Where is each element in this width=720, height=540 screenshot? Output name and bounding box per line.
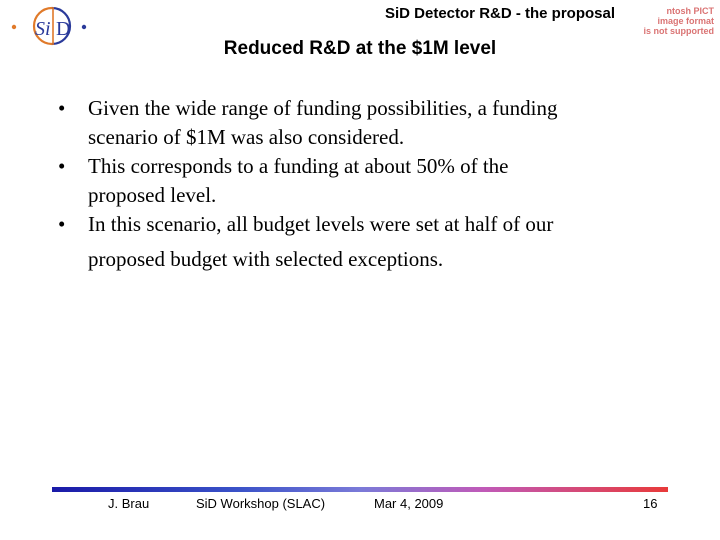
bullet-text-line-1: Given the wide range of funding possibilities, a funding — [88, 96, 558, 120]
svg-text:D: D — [56, 18, 71, 40]
bullet-text-line-1: In this scenario, all budget levels were set at half of our — [88, 212, 554, 236]
footer-page-number: 16 — [643, 496, 658, 511]
footer-gradient-bar — [52, 487, 668, 492]
unsupported-image-placeholder — [628, 6, 714, 36]
bullet-text-line-2: proposed budget with selected exceptions. — [88, 247, 444, 271]
image-note-line-1: ntosh PICT — [666, 6, 714, 16]
image-note-line-2: image format — [657, 16, 714, 26]
bullet-text-line-2: proposed level. — [88, 183, 217, 207]
footer-author: J. Brau — [108, 496, 150, 511]
footer-event: SiD Workshop (SLAC) — [196, 496, 326, 511]
header-title: SiD Detector R&D - the proposal — [385, 5, 616, 22]
bullet-marker: • — [58, 212, 66, 236]
slide-title: Reduced R&D at the $1M level — [223, 38, 497, 59]
bullet-text-line-2: scenario of $1M was also considered. — [88, 125, 405, 149]
bullet-item — [58, 94, 678, 152]
bullet-list — [58, 94, 678, 274]
bullet-item — [58, 210, 678, 274]
bullet-text-line-1: This corresponds to a funding at about 50% of the — [88, 154, 509, 178]
bullet-item — [58, 152, 678, 210]
bullet-marker: • — [58, 96, 66, 120]
svg-text:Si: Si — [35, 18, 51, 40]
image-note-line-3: is not supported — [643, 26, 714, 36]
bullet-marker: • — [58, 154, 66, 178]
footer-date: Mar 4, 2009 — [374, 496, 444, 511]
